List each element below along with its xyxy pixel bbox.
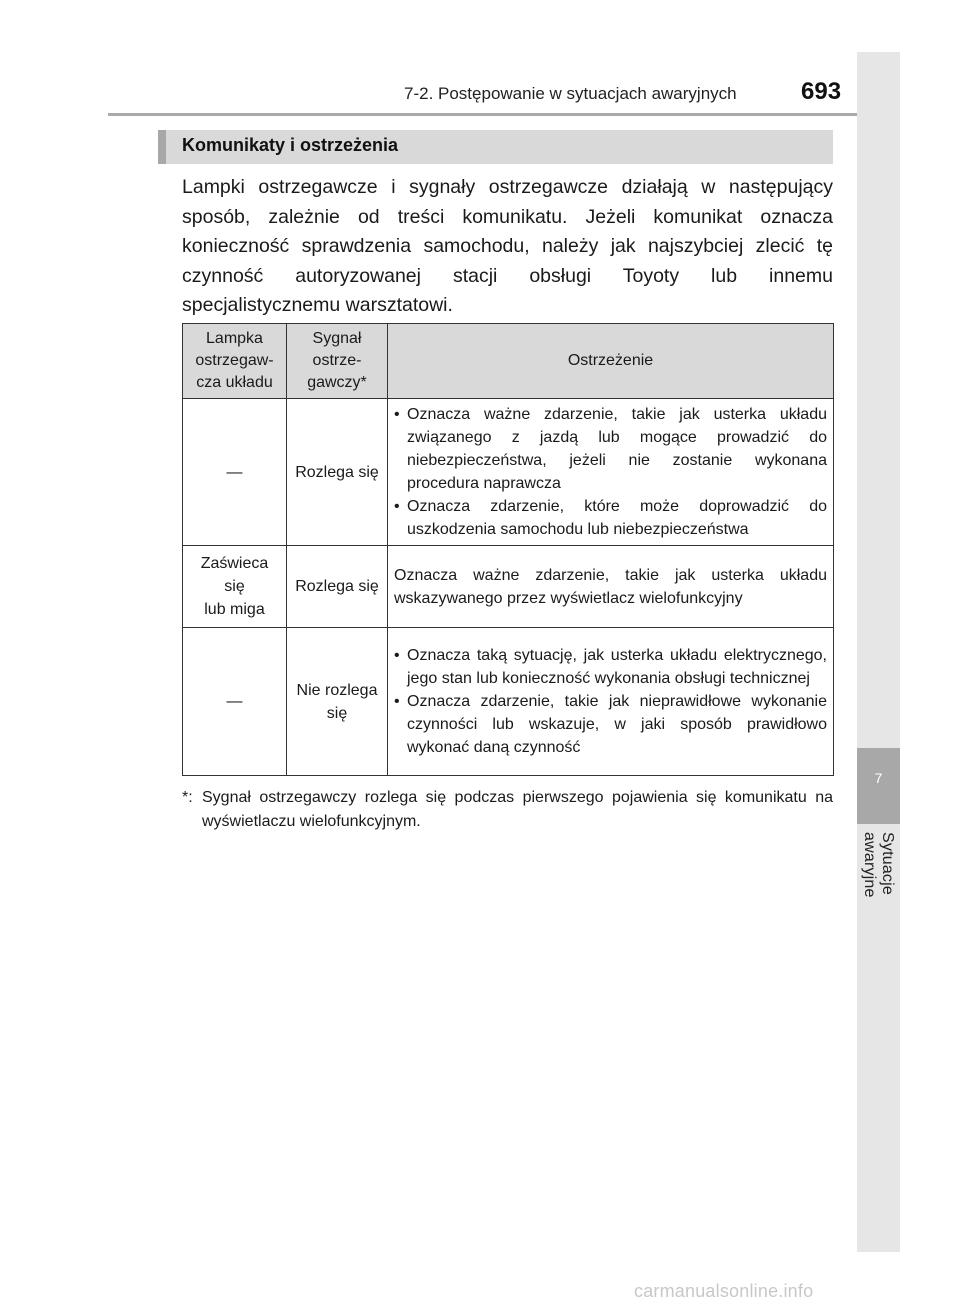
table-row [183, 628, 834, 776]
list-item: • Oznacza zdarzenie, które może doprowadzić do uszkodzenia samochodu lub niebezpieczeństwa [394, 495, 827, 541]
page-number: 693 [801, 78, 842, 105]
lamp-line: Zaświeca [200, 555, 269, 572]
warning-list [394, 644, 827, 759]
list-item: • Oznacza zdarzenie, takie jak nieprawidłowe wykonanie czynności lub wskazuje, w jaki sposób prawidłowo wykonać daną czynność [394, 690, 827, 759]
warning-cell [388, 628, 834, 776]
chapter-side-tab [857, 52, 900, 1252]
warning-table [182, 323, 834, 776]
chapter-number: 7 [874, 770, 883, 786]
footnote-mark: *: [182, 789, 193, 806]
buzzer-cell [287, 628, 388, 776]
warning-cell [388, 399, 834, 546]
header-warning-buzzer: Sygnał ostrze-gawczy* [287, 324, 388, 399]
chapter-title: Sytuacje awaryjne [861, 832, 896, 898]
table-row [183, 546, 834, 628]
list-item: • Oznacza ważne zdarzenie, takie jak usterka układu związanego z jazdą lub mogące prowadzić do niebezpieczeństwa, jeżeli nie zostanie wykonana procedura naprawcza [394, 403, 827, 495]
intro-paragraph: Lampki ostrzegawcze i sygnały ostrzegawcze działają w następujący sposób, zależnie od treści komunikatu. Jeżeli komunikat oznacza konieczność sprawdzenia samochodu, należy jak najszybciej zlecić tę czynność autoryzowanej stacji obsługi Toyoty lub innemu specjalistycznemu warsztatowi. [182, 176, 833, 316]
lamp-cell: — [183, 628, 287, 776]
lamp-cell [183, 546, 287, 628]
footnote-text: Sygnał ostrzegawczy rozlega się podczas pierwszego pojawienia się komunikatu na wyświetlaczu wielofunkcyjnym. [202, 789, 833, 830]
section-heading-box [158, 130, 833, 164]
header-warning: Ostrzeżenie [388, 324, 834, 399]
footnote [182, 786, 833, 834]
lamp-line: się [224, 578, 245, 595]
section-title: Komunikaty i ostrzeżenia [182, 135, 399, 155]
warning-cell: Oznacza ważne zdarzenie, takie jak usterka układu wskazywanego przez wyświetlacz wielofunkcyjny [388, 546, 834, 628]
header-warning-lamp: Lampka ostrzegaw-cza układu [183, 324, 287, 399]
watermark: carmanualsonline.info [634, 1281, 814, 1301]
warning-list [394, 403, 827, 541]
chapter-number-block [857, 748, 900, 824]
lamp-cell: — [183, 399, 287, 546]
buzzer-line: Nie rozlega [296, 681, 378, 699]
buzzer-line: się [326, 704, 348, 722]
running-header: 7-2. Postępowanie w sytuacjach awaryjnych [404, 84, 737, 103]
buzzer-cell: Rozlega się [287, 546, 388, 628]
buzzer-cell: Rozlega się [287, 399, 388, 546]
list-item: • Oznacza taką sytuację, jak usterka układu elektrycznego, jego stan lub konieczność wykonania obsługi technicznej [394, 644, 827, 690]
header-rule [108, 113, 900, 116]
table-header-row [183, 324, 834, 399]
lamp-line: lub miga [204, 601, 265, 618]
table-row [183, 399, 834, 546]
